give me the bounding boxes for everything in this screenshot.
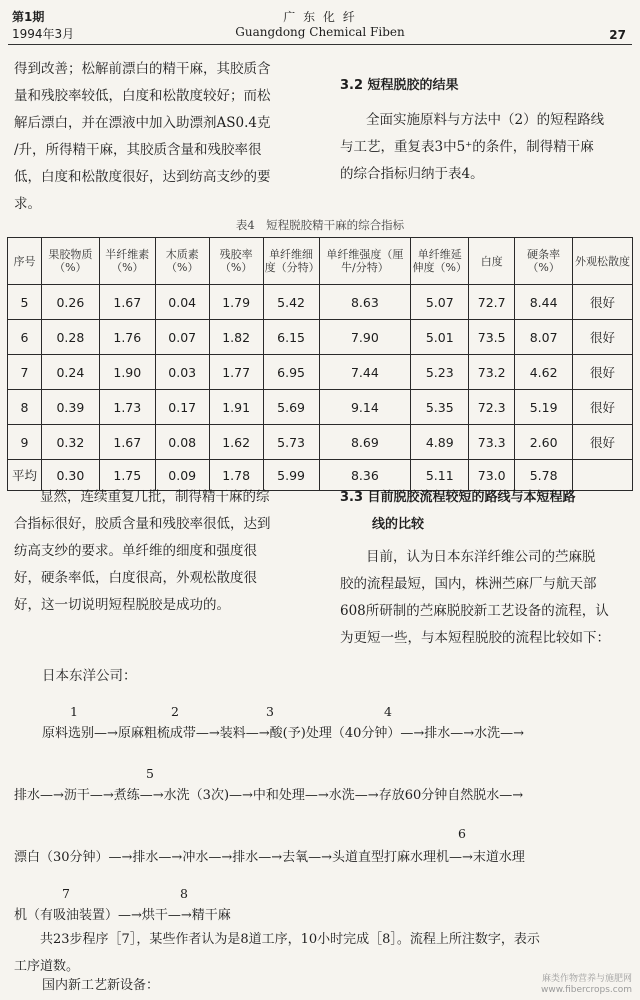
text-line: 得到改善；松解前漂白的精干麻，其胶质含 bbox=[14, 61, 271, 77]
table-cell: 1.82 bbox=[209, 320, 263, 355]
table-cell: 72.3 bbox=[469, 390, 515, 425]
table-cell: 5.42 bbox=[263, 285, 319, 320]
column-header: 残胶率（%） bbox=[209, 238, 263, 285]
step-number: 4 bbox=[384, 704, 392, 719]
flow-line: 原料选别—→原麻粗梳成带—→装料—→酸(予)处理（40分钟）—→排水—→水洗—→ bbox=[42, 726, 525, 741]
left-mid-paragraph bbox=[14, 484, 310, 619]
header-rule bbox=[8, 44, 632, 45]
table-cell: 7.90 bbox=[319, 320, 411, 355]
table-cell: 很好 bbox=[573, 390, 633, 425]
step-number: 3 bbox=[266, 704, 274, 719]
table-cell: 4.62 bbox=[515, 355, 573, 390]
table-cell: 很好 bbox=[573, 355, 633, 390]
domestic-label: 国内新工艺新设备： bbox=[42, 978, 160, 993]
table-cell: 1.90 bbox=[99, 355, 155, 390]
table-cell: 0.32 bbox=[41, 425, 99, 460]
table-cell: 0.09 bbox=[155, 460, 209, 491]
table-cell: 6.15 bbox=[263, 320, 319, 355]
table-cell: 5.78 bbox=[515, 460, 573, 491]
step-number: 5 bbox=[146, 766, 154, 781]
table-cell: 很好 bbox=[573, 320, 633, 355]
text-line: 的综合指标归纳于表4。 bbox=[340, 166, 484, 182]
table-cell: 6.95 bbox=[263, 355, 319, 390]
step-number: 8 bbox=[180, 886, 188, 901]
table-cell: 1.75 bbox=[99, 460, 155, 491]
table-cell: 9.14 bbox=[319, 390, 411, 425]
step-number: 1 bbox=[70, 704, 78, 719]
table-row bbox=[8, 425, 633, 460]
table-header-row bbox=[8, 238, 633, 285]
table-cell: 6 bbox=[8, 320, 42, 355]
table-cell: 8.36 bbox=[319, 460, 411, 491]
column-header: 硬条率（%） bbox=[515, 238, 573, 285]
data-table bbox=[7, 237, 633, 491]
table-cell: 8.07 bbox=[515, 320, 573, 355]
text-line: 全面实施原料与方法中（2）的短程路线 bbox=[366, 112, 605, 128]
table-cell: 0.08 bbox=[155, 425, 209, 460]
text-line: 工序道数。 bbox=[14, 959, 80, 974]
text-line: 608所研制的苎麻脱胶新工艺设备的流程，认 bbox=[340, 603, 609, 619]
flow-line: 漂白（30分钟）—→排水—→冲水—→排水—→去氧—→头道直型打麻水理机—→末道水理 bbox=[14, 850, 525, 865]
table-cell: 73.0 bbox=[469, 460, 515, 491]
journal-title-en: Guangdong Chemical Fiben bbox=[235, 25, 405, 39]
table-row bbox=[8, 355, 633, 390]
table-cell: 1.73 bbox=[99, 390, 155, 425]
table-cell: 1.91 bbox=[209, 390, 263, 425]
table-cell: 5.11 bbox=[411, 460, 469, 491]
table-cell: 9 bbox=[8, 425, 42, 460]
table-cell: 2.60 bbox=[515, 425, 573, 460]
watermark bbox=[541, 974, 632, 996]
table-cell: 1.79 bbox=[209, 285, 263, 320]
step-number: 7 bbox=[62, 886, 70, 901]
column-header: 序号 bbox=[8, 238, 42, 285]
watermark-line: 麻类作物营养与施肥网 bbox=[541, 974, 632, 984]
table-cell: 1.76 bbox=[99, 320, 155, 355]
table-cell: 5.19 bbox=[515, 390, 573, 425]
column-header: 果胶物质（%） bbox=[41, 238, 99, 285]
table-cell: 1.77 bbox=[209, 355, 263, 390]
table-cell: 5 bbox=[8, 285, 42, 320]
table-cell: 8.69 bbox=[319, 425, 411, 460]
table-cell: 7 bbox=[8, 355, 42, 390]
text-line: 胶的流程最短，国内，株洲苎麻厂与航天部 bbox=[340, 576, 597, 592]
table-cell: 5.73 bbox=[263, 425, 319, 460]
table-cell: 8 bbox=[8, 390, 42, 425]
table-cell: 4.89 bbox=[411, 425, 469, 460]
table-row bbox=[8, 320, 633, 355]
flow-line: 机（有吸油装置）—→烘干—→精干麻 bbox=[14, 908, 231, 923]
text-line: 量和残胶率较低，白度和松散度较好；而松 bbox=[14, 88, 271, 104]
section-3-3-title-cont: 线的比较 bbox=[372, 517, 425, 532]
text-line: 与工艺，重复表3中5⁺的条件，制得精干麻 bbox=[340, 139, 594, 155]
table-caption: 表4 短程脱胶精干麻的综合指标 bbox=[235, 218, 405, 232]
text-line: 纺高支纱的要求。单纤维的细度和强度很 bbox=[14, 543, 257, 559]
text-line: 求。 bbox=[14, 196, 41, 212]
section-3-3-title: 3.3 目前脱胶流程较短的路线与本短程路 bbox=[340, 490, 576, 505]
table-cell: 很好 bbox=[573, 285, 633, 320]
table-cell: 很好 bbox=[573, 425, 633, 460]
company-label: 日本东洋公司： bbox=[42, 668, 137, 684]
text-line: 合指标很好，胶质含量和残胶率很低，达到 bbox=[14, 516, 271, 532]
table-cell: 0.30 bbox=[41, 460, 99, 491]
flow-line: 排水—→沥干—→煮练—→水洗（3次)—→中和处理—→水洗—→存放60分钟自然脱水—→ bbox=[14, 788, 524, 803]
table-cell: 0.24 bbox=[41, 355, 99, 390]
column-header: 白度 bbox=[469, 238, 515, 285]
text-line: 好，硬条率低，白度很高，外观松散度很 bbox=[14, 570, 257, 586]
issue-date: 1994年3月 bbox=[12, 27, 75, 41]
text-line: /升，所得精干麻，其胶质含量和残胶率很 bbox=[14, 142, 262, 158]
table-cell: 0.04 bbox=[155, 285, 209, 320]
issue-label: 第1期 bbox=[12, 10, 45, 24]
table-cell: 1.67 bbox=[99, 425, 155, 460]
table-cell: 0.17 bbox=[155, 390, 209, 425]
table-cell: 1.78 bbox=[209, 460, 263, 491]
table-cell: 5.69 bbox=[263, 390, 319, 425]
table-cell: 73.5 bbox=[469, 320, 515, 355]
table-cell: 0.28 bbox=[41, 320, 99, 355]
journal-title-cn: 广 东 化 纤 bbox=[283, 10, 357, 24]
table-cell: 0.26 bbox=[41, 285, 99, 320]
column-header: 单纤维延伸度（%） bbox=[411, 238, 469, 285]
text-line: 显然，连续重复几批，制得精干麻的综 bbox=[40, 489, 270, 505]
text-line: 解后漂白，并在漂液中加入助漂剂AS0.4克 bbox=[14, 115, 271, 131]
table-cell: 5.99 bbox=[263, 460, 319, 491]
left-top-paragraph bbox=[14, 56, 310, 218]
table-cell: 0.07 bbox=[155, 320, 209, 355]
section-3-3 bbox=[340, 484, 632, 652]
table-cell: 平均 bbox=[8, 460, 42, 491]
table-cell: 1.62 bbox=[209, 425, 263, 460]
table-cell: 73.3 bbox=[469, 425, 515, 460]
column-header: 外观松散度 bbox=[573, 238, 633, 285]
step-number: 2 bbox=[171, 704, 179, 719]
column-header: 木质素（%） bbox=[155, 238, 209, 285]
table-cell: 0.39 bbox=[41, 390, 99, 425]
column-header: 半纤维素（%） bbox=[99, 238, 155, 285]
page-number: 27 bbox=[609, 28, 626, 42]
text-line: 为更短一些，与本短程脱胶的流程比较如下： bbox=[340, 630, 610, 646]
table-row bbox=[8, 285, 633, 320]
table-row bbox=[8, 390, 633, 425]
table-cell: 0.03 bbox=[155, 355, 209, 390]
table-cell: 8.63 bbox=[319, 285, 411, 320]
table-cell: 5.01 bbox=[411, 320, 469, 355]
summary-paragraph bbox=[14, 926, 626, 980]
text-line: 目前，认为日本东洋纤维公司的苎麻脱 bbox=[366, 549, 596, 565]
step-number: 6 bbox=[458, 826, 466, 841]
table-cell: 7.44 bbox=[319, 355, 411, 390]
watermark-line: www.fibercrops.com bbox=[541, 985, 632, 995]
table-cell: 73.2 bbox=[469, 355, 515, 390]
text-line: 好，这一切说明短程脱胶是成功的。 bbox=[14, 597, 230, 613]
table-cell: 5.35 bbox=[411, 390, 469, 425]
text-line: 共23步程序［7］，某些作者认为是8道工序，10小时完成［8］。流程上所注数字，表示 bbox=[40, 932, 540, 947]
table-cell: 72.7 bbox=[469, 285, 515, 320]
table-cell: 8.44 bbox=[515, 285, 573, 320]
table-cell: 1.67 bbox=[99, 285, 155, 320]
table-cell: 5.23 bbox=[411, 355, 469, 390]
table-cell: 5.07 bbox=[411, 285, 469, 320]
column-header: 单纤维细度（分特） bbox=[263, 238, 319, 285]
section-3-2 bbox=[340, 72, 630, 188]
section-3-2-title: 3.2 短程脱胶的结果 bbox=[340, 78, 459, 93]
text-line: 低，白度和松散度很好，达到纺高支纱的要 bbox=[14, 169, 271, 185]
column-header: 单纤维强度（厘牛/分特） bbox=[319, 238, 411, 285]
